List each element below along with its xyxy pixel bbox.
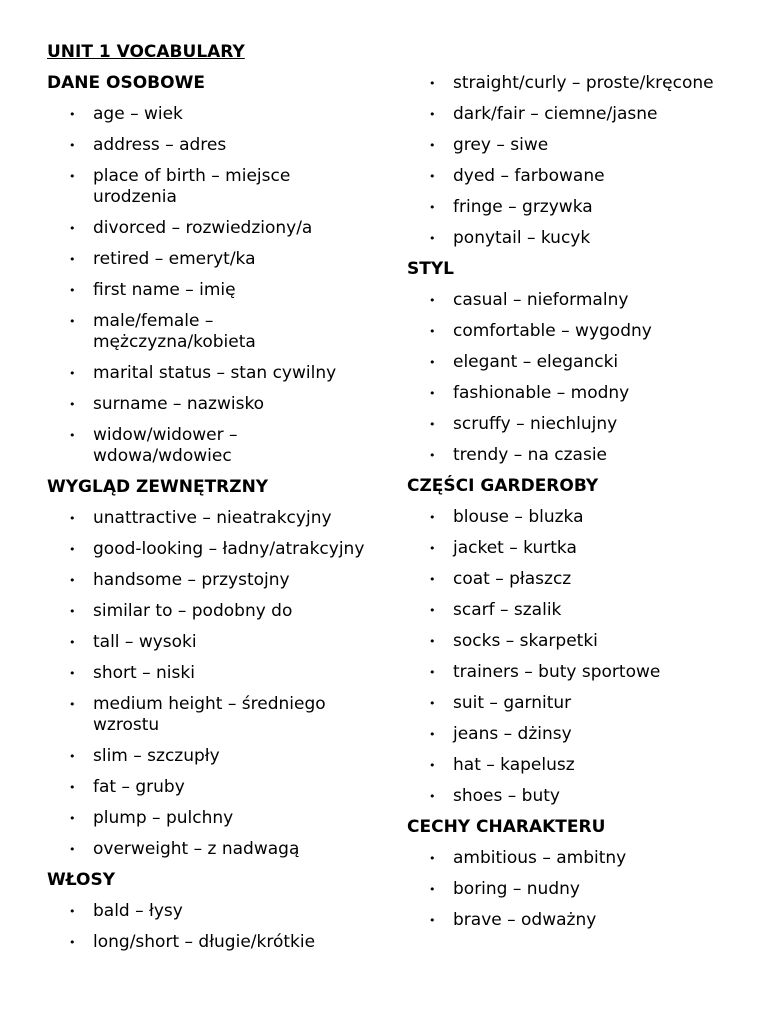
bullet-icon: • <box>429 852 436 865</box>
section-heading-cechy-charakteru: CECHY CHARAKTERU <box>407 817 606 837</box>
vocab-entry: fringe – grzywka <box>453 197 593 217</box>
list-item <box>47 694 377 736</box>
bullet-icon: • <box>429 232 436 245</box>
bullet-icon: • <box>429 759 436 772</box>
bullet-icon: • <box>429 573 436 586</box>
list-item <box>47 135 377 156</box>
document-page <box>47 42 737 1002</box>
bullet-icon: • <box>69 315 76 328</box>
vocab-entry: fat – gruby <box>93 777 185 797</box>
bullet-icon: • <box>69 781 76 794</box>
vocab-entry: handsome – przystojny <box>93 570 290 590</box>
list-item <box>47 663 377 684</box>
vocab-entry: place of birth – miejsce urodzenia <box>93 166 291 207</box>
list-item <box>407 507 737 528</box>
list-item <box>47 746 377 767</box>
vocab-entry: slim – szczupły <box>93 746 220 766</box>
list-item <box>47 601 377 622</box>
bullet-icon: • <box>69 284 76 297</box>
vocab-entry: divorced – rozwiedziony/a <box>93 218 313 238</box>
vocab-entry: similar to – podobny do <box>93 601 293 621</box>
list-item <box>407 910 737 931</box>
list-item <box>407 662 737 683</box>
vocab-entry: socks – skarpetki <box>453 631 598 651</box>
list-item <box>47 166 377 208</box>
list-item <box>407 755 737 776</box>
vocab-entry: age – wiek <box>93 104 183 124</box>
bullet-icon: • <box>69 905 76 918</box>
list-item <box>407 352 737 373</box>
vocab-entry: straight/curly – proste/kręcone <box>453 73 714 93</box>
bullet-icon: • <box>69 812 76 825</box>
vocab-entry: coat – płaszcz <box>453 569 572 589</box>
vocab-entry: suit – garnitur <box>453 693 572 713</box>
vocab-entry: comfortable – wygodny <box>453 321 652 341</box>
vocab-entry: dark/fair – ciemne/jasne <box>453 104 658 124</box>
bullet-icon: • <box>69 222 76 235</box>
list-item <box>407 73 737 94</box>
vocab-entry: first name – imię <box>93 280 236 300</box>
vocab-entry: elegant – elegancki <box>453 352 619 372</box>
bullet-icon: • <box>69 367 76 380</box>
vocab-entry: jacket – kurtka <box>453 538 577 558</box>
section-heading-styl: STYL <box>407 259 454 279</box>
list-item <box>407 693 737 714</box>
bullet-icon: • <box>429 77 436 90</box>
vocab-entry: casual – nieformalny <box>453 290 629 310</box>
vocab-entry: fashionable – modny <box>453 383 630 403</box>
bullet-icon: • <box>69 398 76 411</box>
vocab-entry: blouse – bluzka <box>453 507 584 527</box>
right-column <box>407 73 737 941</box>
bullet-icon: • <box>69 253 76 266</box>
bullet-icon: • <box>429 294 436 307</box>
list-item <box>407 197 737 218</box>
list-item <box>47 901 377 922</box>
bullet-icon: • <box>429 604 436 617</box>
list-item <box>47 218 377 239</box>
bullet-icon: • <box>429 325 436 338</box>
vocab-entry: marital status – stan cywilny <box>93 363 337 383</box>
list-item <box>407 414 737 435</box>
bullet-icon: • <box>69 605 76 618</box>
list-item <box>407 848 737 869</box>
section-heading-wyglad-zewnetrzny: WYGLĄD ZEWNĘTRZNY <box>47 477 269 497</box>
list-item <box>47 363 377 384</box>
vocab-entry: jeans – dżinsy <box>453 724 572 744</box>
bullet-icon: • <box>429 139 436 152</box>
list-item <box>407 383 737 404</box>
bullet-icon: • <box>429 542 436 555</box>
list-item <box>407 724 737 745</box>
bullet-icon: • <box>429 449 436 462</box>
bullet-icon: • <box>69 936 76 949</box>
list-item <box>407 166 737 187</box>
list-item <box>47 839 377 860</box>
vocab-entry: dyed – farbowane <box>453 166 605 186</box>
list-item <box>407 600 737 621</box>
vocab-entry: long/short – długie/krótkie <box>93 932 316 952</box>
vocab-entry: boring – nudny <box>453 879 580 899</box>
list-item <box>47 104 377 125</box>
vocab-entry: widow/widower – wdowa/wdowiec <box>93 425 238 466</box>
vocab-entry: medium height – średniego wzrostu <box>93 694 326 735</box>
list-item <box>47 311 377 353</box>
vocab-entry: trendy – na czasie <box>453 445 607 465</box>
vocab-entry: scruffy – niechlujny <box>453 414 618 434</box>
bullet-icon: • <box>429 108 436 121</box>
list-item <box>407 631 737 652</box>
bullet-icon: • <box>429 356 436 369</box>
bullet-icon: • <box>429 728 436 741</box>
list-item <box>407 538 737 559</box>
list-item <box>407 569 737 590</box>
bullet-icon: • <box>429 635 436 648</box>
list-item <box>47 777 377 798</box>
list-item <box>47 425 377 467</box>
bullet-icon: • <box>429 914 436 927</box>
bullet-icon: • <box>429 387 436 400</box>
vocab-entry: grey – siwe <box>453 135 549 155</box>
bullet-icon: • <box>69 108 76 121</box>
bullet-icon: • <box>69 750 76 763</box>
vocab-entry: ponytail – kucyk <box>453 228 591 248</box>
list-item <box>407 879 737 900</box>
bullet-icon: • <box>429 201 436 214</box>
left-column <box>47 42 377 963</box>
vocab-entry: trainers – buty sportowe <box>453 662 661 682</box>
list-item <box>47 632 377 653</box>
vocab-entry: address – adres <box>93 135 227 155</box>
vocab-entry: brave – odważny <box>453 910 597 930</box>
vocab-entry: shoes – buty <box>453 786 560 806</box>
bullet-icon: • <box>429 666 436 679</box>
list-item <box>47 394 377 415</box>
bullet-icon: • <box>69 843 76 856</box>
bullet-icon: • <box>429 511 436 524</box>
document-title: UNIT 1 VOCABULARY <box>47 42 245 62</box>
vocab-list-czesci-garderoby <box>407 507 737 807</box>
vocab-list-dane-osobowe <box>47 104 377 467</box>
bullet-icon: • <box>69 698 76 711</box>
list-item <box>407 135 737 156</box>
section-heading-dane-osobowe: DANE OSOBOWE <box>47 73 205 93</box>
list-item <box>407 321 737 342</box>
bullet-icon: • <box>69 574 76 587</box>
vocab-entry: unattractive – nieatrakcyjny <box>93 508 332 528</box>
bullet-icon: • <box>69 429 76 442</box>
vocab-list-wlosy <box>47 901 377 953</box>
bullet-icon: • <box>429 790 436 803</box>
vocab-list-wlosy-continued <box>407 73 737 249</box>
list-item <box>407 786 737 807</box>
vocab-entry: hat – kapelusz <box>453 755 575 775</box>
list-item <box>47 539 377 560</box>
bullet-icon: • <box>429 418 436 431</box>
vocab-entry: ambitious – ambitny <box>453 848 627 868</box>
bullet-icon: • <box>69 667 76 680</box>
bullet-icon: • <box>69 636 76 649</box>
bullet-icon: • <box>429 170 436 183</box>
list-item <box>407 445 737 466</box>
list-item <box>47 932 377 953</box>
bullet-icon: • <box>69 139 76 152</box>
vocab-entry: overweight – z nadwagą <box>93 839 300 859</box>
bullet-icon: • <box>429 883 436 896</box>
vocab-entry: good-looking – ładny/atrakcyjny <box>93 539 365 559</box>
list-item <box>47 808 377 829</box>
list-item <box>47 508 377 529</box>
list-item <box>407 104 737 125</box>
vocab-entry: bald – łysy <box>93 901 183 921</box>
bullet-icon: • <box>69 170 76 183</box>
vocab-list-wyglad-zewnetrzny <box>47 508 377 860</box>
bullet-icon: • <box>429 697 436 710</box>
vocab-list-cechy-charakteru <box>407 848 737 931</box>
section-heading-czesci-garderoby: CZĘŚCI GARDEROBY <box>407 476 599 496</box>
vocab-entry: retired – emeryt/ka <box>93 249 256 269</box>
vocab-entry: scarf – szalik <box>453 600 562 620</box>
list-item <box>47 249 377 270</box>
vocab-entry: surname – nazwisko <box>93 394 265 414</box>
list-item <box>407 228 737 249</box>
list-item <box>47 280 377 301</box>
list-item <box>407 290 737 311</box>
vocab-entry: plump – pulchny <box>93 808 234 828</box>
section-heading-wlosy: WŁOSY <box>47 870 116 890</box>
vocab-entry: male/female – mężczyzna/kobieta <box>93 311 256 352</box>
vocab-entry: tall – wysoki <box>93 632 197 652</box>
list-item <box>47 570 377 591</box>
vocab-entry: short – niski <box>93 663 195 683</box>
bullet-icon: • <box>69 512 76 525</box>
vocab-list-styl <box>407 290 737 466</box>
bullet-icon: • <box>69 543 76 556</box>
